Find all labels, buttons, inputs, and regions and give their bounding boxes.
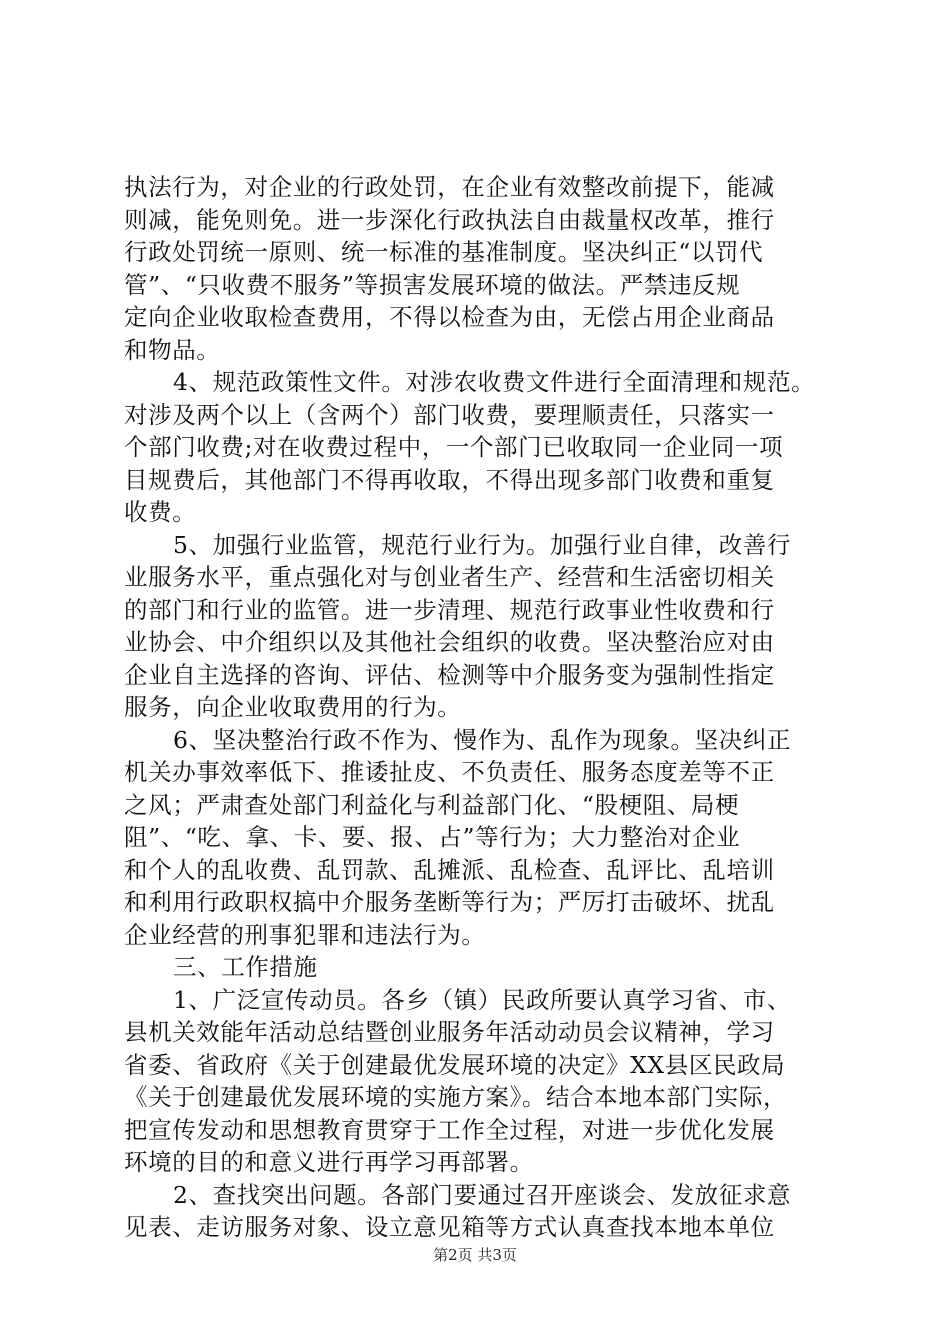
text-line: 服务，向企业收取费用的行为。 (124, 693, 462, 721)
text-line: 把宣传发动和思想教育贯穿于工作全过程，对进一步优化发展 (124, 1115, 775, 1144)
text-line: 之风；严肃查处部门利益化与利益部门化、“股梗阻、局梗 (124, 790, 740, 819)
text-line: 个部门收费;对在收费过程中，一个部门已收取同一企业同一项 (124, 433, 784, 461)
text-line: 和物品。 (124, 335, 221, 364)
text-line: 对涉及两个以上（含两个）部门收费，要理顺责任，只落实一 (124, 400, 775, 429)
text-line: 企业自主选择的咨询、评估、检测等中介服务变为强制性指定 (124, 660, 775, 689)
text-line: 5、加强行业监管，规范行业行为。加强行业自律，改善行 (173, 530, 792, 559)
text-line: 定向企业收取检查费用，不得以检查为由，无偿占用企业商品 (124, 303, 775, 331)
text-line: 县机关效能年活动总结暨创业服务年活动动员会议精神，学习 (124, 1018, 775, 1046)
text-line: 业服务水平，重点强化对与创业者生产、经营和生活密切相关 (124, 563, 775, 591)
text-line: 机关办事效率低下、推诿扯皮、不负责任、服务态度差等不正 (124, 758, 775, 786)
text-line: 则减，能免则免。进一步深化行政执法自由裁量权改革，推行 (124, 205, 775, 234)
text-line: 6、坚决整治行政不作为、慢作为、乱作为现象。坚决纠正 (173, 725, 792, 754)
text-line: 目规费后，其他部门不得再收取，不得出现多部门收费和重复 (124, 465, 775, 494)
text-line: 环境的目的和意义进行再学习再部署。 (124, 1148, 534, 1176)
text-line: 三、工作措施 (173, 953, 318, 981)
text-line: 1、广泛宣传动员。各乡（镇）民政所要认真学习省、市、 (173, 985, 792, 1014)
text-line: 执法行为，对企业的行政处罚，在企业有效整改前提下，能减 (124, 173, 775, 201)
text-line: 阻”、“吃、拿、卡、要、报、占”等行为；大力整治对企业 (124, 823, 741, 851)
text-line: 行政处罚统一原则、统一标准的基准制度。坚决纠正“以罚代 (124, 238, 764, 266)
page-footer (0, 1244, 950, 1265)
text-line: 2、查找突出问题。各部门要通过召开座谈会、发放征求意 (173, 1180, 792, 1209)
text-line: 的部门和行业的监管。进一步清理、规范行政事业性收费和行 (124, 595, 775, 624)
page-number-label: 第2页 共3页 (433, 1246, 517, 1264)
text-line: 《关于创建最优发展环境的实施方案》。结合本地本部门实际， (124, 1083, 788, 1111)
text-line: 和个人的乱收费、乱罚款、乱摊派、乱检查、乱评比、乱培训 (124, 855, 775, 884)
text-line: 企业经营的刑事犯罪和违法行为。 (124, 920, 486, 949)
text-line: 省委、省政府《关于创建最优发展环境的决定》XX县区民政局 (124, 1050, 786, 1079)
text-line: 业协会、中介组织以及其他社会组织的收费。坚决整治应对由 (124, 628, 775, 656)
text-line: 和利用行政职权搞中介服务垄断等行为；严厉打击破坏、扰乱 (124, 888, 775, 916)
document-body (124, 171, 834, 1244)
text-line: 4、规范政策性文件。对涉农收费文件进行全面清理和规范。 (173, 368, 816, 396)
text-line: 见表、走访服务对象、设立意见箱等方式认真查找本地本单位 (124, 1213, 775, 1241)
text-line: 收费。 (124, 498, 197, 526)
text-line: 管”、“只收费不服务”等损害发展环境的做法。严禁违反规 (124, 270, 741, 299)
